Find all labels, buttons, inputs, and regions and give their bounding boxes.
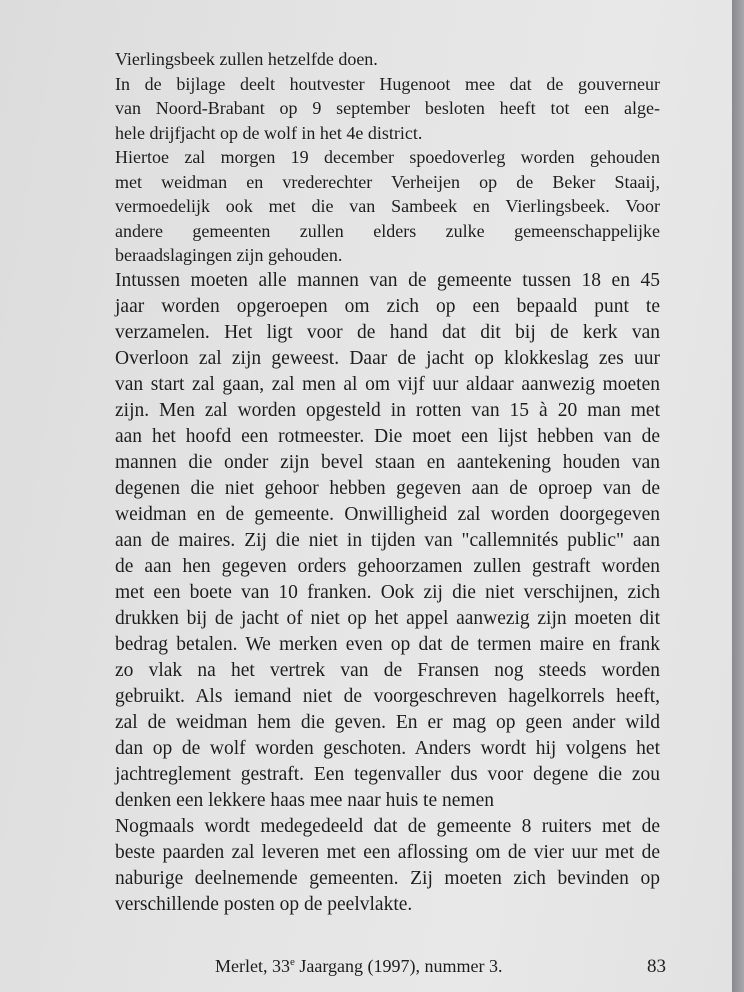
text-line: zijn. Men zal worden opgesteld in rotten van 15 à 20 man met bbox=[115, 399, 660, 421]
text-line: degenen die niet gehoor hebben gegeven aan de oproep van de bbox=[115, 477, 660, 499]
text-line: vermoedelijk ook met die van Sambeek en Vierlingsbeek. Voor bbox=[115, 196, 660, 216]
text-line: andere gemeenten zullen elders zulke gemeenschappelijke bbox=[115, 220, 660, 241]
text-line: dan op de wolf worden geschoten. Anders wordt hij volgens het bbox=[115, 737, 660, 759]
text-line: met een boete van 10 franken. Ook zij die niet verschijnen, zich bbox=[115, 581, 660, 603]
text-line: hele drijfjacht op de wolf in het 4e district. bbox=[115, 122, 423, 143]
text-line: bedrag betalen. We merken even op dat de termen maire en frank bbox=[115, 633, 660, 655]
text-line: beste paarden zal leveren met een aflossing om de vier uur met de bbox=[115, 841, 660, 863]
text-line: jachtreglement gestraft. Een tegenvaller dus voor degene die zou bbox=[115, 763, 660, 785]
text-line: van start zal gaan, zal men al om vijf uur aldaar aanwezig moeten bbox=[115, 373, 660, 395]
text-line: zo vlak na het vertrek van de Fransen nog steeds worden bbox=[115, 659, 660, 681]
text-line: Vierlingsbeek zullen hetzelfde doen. bbox=[115, 49, 378, 69]
paragraph bbox=[115, 47, 660, 72]
text-line: naburige deelnemende gemeenten. Zij moeten zich bevinden op bbox=[115, 867, 660, 889]
body-text bbox=[115, 47, 660, 918]
text-line: Hiertoe zal morgen 19 december spoedoverleg worden gehouden bbox=[115, 147, 660, 167]
journal-citation: Merlet, 33e Jaargang (1997), nummer 3. bbox=[215, 956, 503, 976]
text-line: jaar worden opgeroepen om zich op een bepaald punt te bbox=[115, 295, 660, 317]
text-line: met weidman en vrederechter Verheijen op de Beker Staaij, bbox=[115, 171, 660, 192]
text-line: aan het hoofd een rotmeester. Die moet een lijst hebben van de bbox=[115, 425, 660, 447]
page-footer bbox=[0, 956, 732, 980]
text-line: verschillende posten op de peelvlakte. bbox=[115, 893, 413, 915]
text-line: drukken bij de jacht of niet op het appel aanwezig zijn moeten dit bbox=[115, 607, 660, 629]
text-line: mannen die onder zijn bevel staan en aantekening houden van bbox=[115, 451, 660, 473]
text-line: gebruikt. Als iemand niet de voorgeschreven hagelkorrels heeft, bbox=[115, 685, 660, 707]
page-edge-shadow bbox=[732, 0, 744, 992]
text-line: Nogmaals wordt medegedeeld dat de gemeente 8 ruiters met de bbox=[115, 815, 660, 837]
text-line: aan de maires. Zij die niet in tijden van "callemnités public" aan bbox=[115, 529, 660, 551]
page-number: 83 bbox=[647, 956, 666, 977]
text-line: de aan hen gegeven orders gehoorzamen zullen gestraft worden bbox=[115, 555, 660, 577]
text-line: denken een lekkere haas mee naar huis te nemen bbox=[115, 789, 494, 811]
text-line: In de bijlage deelt houtvester Hugenoot mee dat de gouverneur bbox=[115, 73, 660, 94]
text-line: beraadslagingen zijn gehouden. bbox=[115, 245, 343, 265]
text-line: Intussen moeten alle mannen van de gemeente tussen 18 en 45 bbox=[115, 269, 660, 291]
text-line: verzamelen. Het ligt voor de hand dat dit bij de kerk van bbox=[115, 321, 660, 343]
text-line: van Noord-Brabant op 9 september besloten heeft tot een alge- bbox=[115, 98, 660, 118]
paragraph bbox=[115, 145, 660, 268]
text-block-small bbox=[115, 47, 660, 268]
text-line: weidman en de gemeente. Onwilligheid zal worden doorgegeven bbox=[115, 503, 660, 525]
paragraph bbox=[115, 72, 660, 146]
text-line: Overloon zal zijn geweest. Daar de jacht op klokkeslag zes uur bbox=[115, 347, 660, 369]
paragraph bbox=[115, 814, 660, 918]
text-line: zal de weidman hem die geven. En er mag op geen ander wild bbox=[115, 711, 660, 733]
text-block-large bbox=[115, 268, 660, 918]
paragraph bbox=[115, 268, 660, 814]
